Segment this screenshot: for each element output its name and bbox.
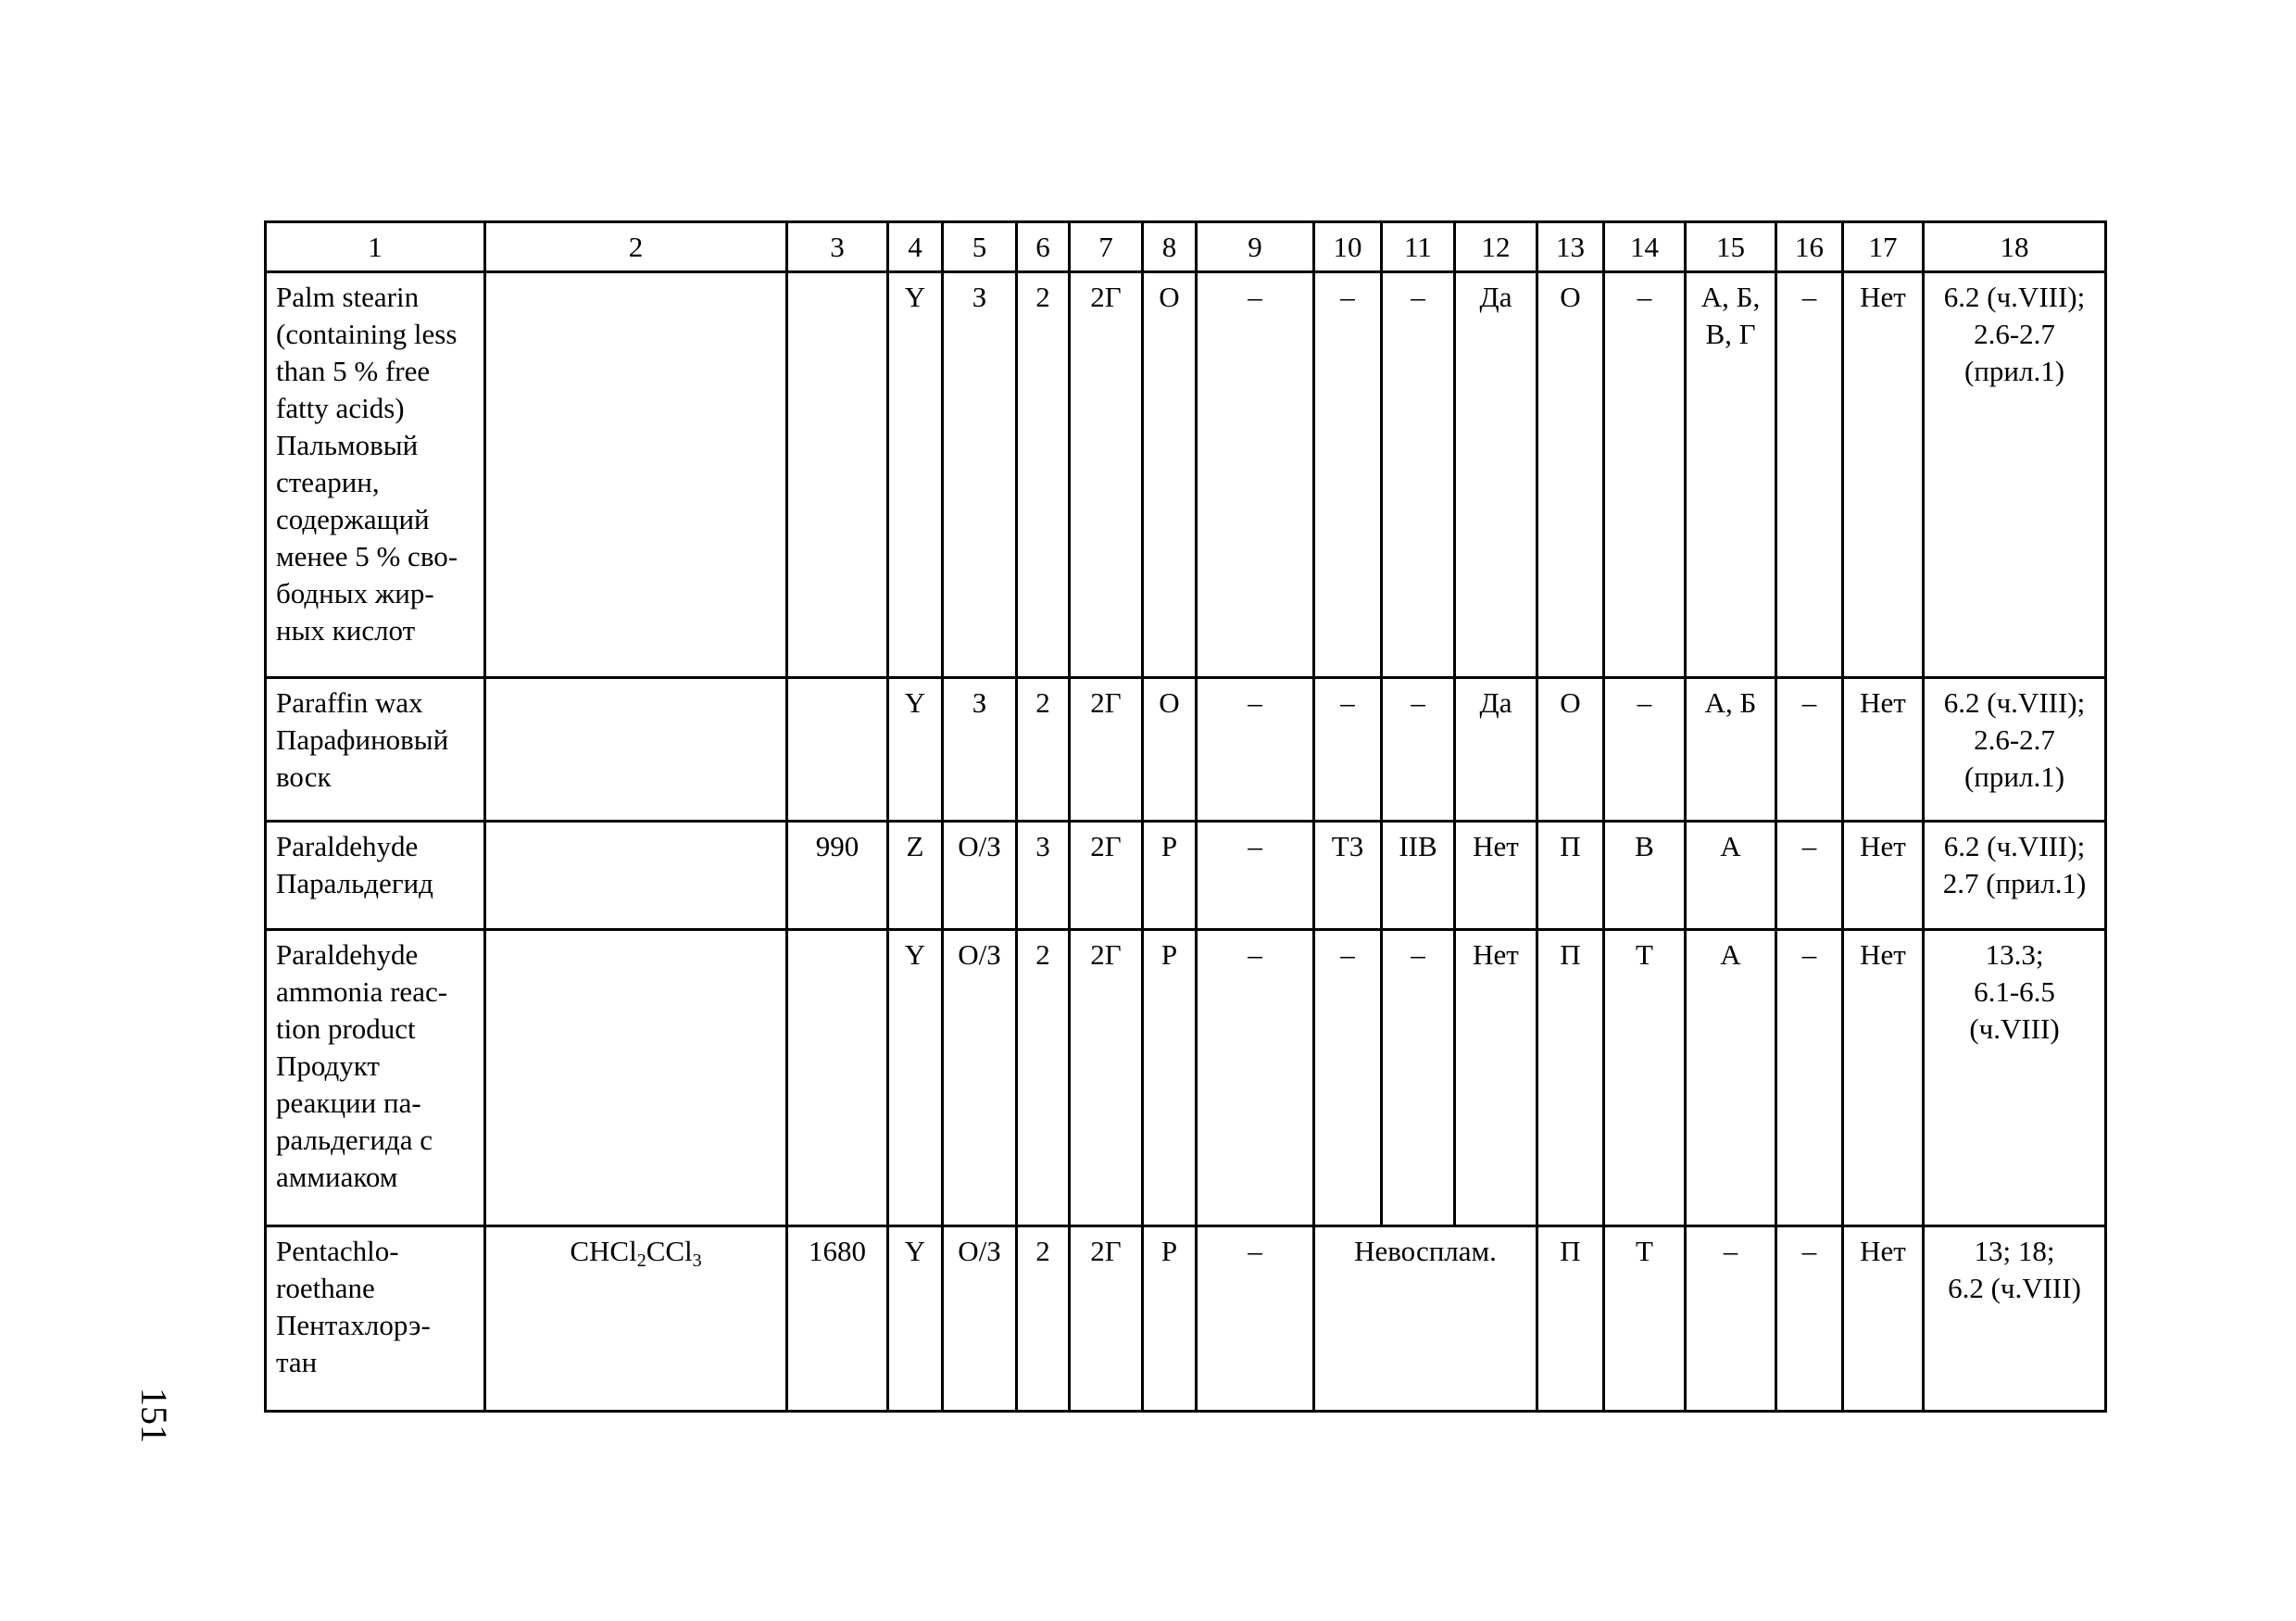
fire-protection-cell: – xyxy=(1686,1226,1776,1412)
product-name: Paraldehyde ammonia reac- tion product Продукт реакции па- ральдегида с аммиаком xyxy=(266,930,485,1226)
materials-cell: – xyxy=(1776,930,1843,1226)
table-row xyxy=(266,678,2106,822)
table-row xyxy=(266,930,2106,1226)
flashpoint-cell: Нет xyxy=(1455,822,1537,930)
formula-cell xyxy=(485,930,787,1226)
tank-environment-cell: – xyxy=(1197,1226,1314,1412)
formula-subscript: 2 xyxy=(636,1250,646,1271)
temperature-class-cell: – xyxy=(1314,272,1382,678)
flashpoint-cell: Да xyxy=(1455,272,1537,678)
pollution-category-cell: Y xyxy=(888,678,943,822)
ship-type-cell: 3 xyxy=(1017,822,1070,930)
tank-environment-cell: – xyxy=(1197,930,1314,1226)
materials-cell: – xyxy=(1776,678,1843,822)
tank-type-cell: 2Г xyxy=(1070,930,1143,1226)
product-name: Pentachlo- roethane Пентахлорэ- тан xyxy=(266,1226,485,1412)
ship-type-cell: 2 xyxy=(1017,678,1070,822)
emergency-escape-cell: Нет xyxy=(1843,678,1924,822)
page-number: 151 xyxy=(133,1388,175,1443)
un-number-cell xyxy=(787,930,888,1226)
fire-protection-cell: А, Б xyxy=(1686,678,1776,822)
ship-type-cell: 2 xyxy=(1017,930,1070,1226)
tank-type-cell: 2Г xyxy=(1070,272,1143,678)
header-cell: 17 xyxy=(1843,222,1924,272)
apparatus-group-cell: – xyxy=(1382,930,1455,1226)
product-name: Paraldehyde Паральдегид xyxy=(266,822,485,930)
materials-cell: – xyxy=(1776,822,1843,930)
temperature-class-cell: – xyxy=(1314,678,1382,822)
temperature-class-cell: – xyxy=(1314,930,1382,1226)
header-cell: 2 xyxy=(485,222,787,272)
header-cell: 11 xyxy=(1382,222,1455,272)
apparatus-group-cell: – xyxy=(1382,678,1455,822)
ship-type-cell: 2 xyxy=(1017,272,1070,678)
formula-cell xyxy=(485,678,787,822)
tank-vents-cell: Р xyxy=(1143,930,1197,1226)
flashpoint-cell: Да xyxy=(1455,678,1537,822)
special-requirements-cell: 13.3; 6.1-6.5 (ч.VIII) xyxy=(1924,930,2106,1226)
header-cell: 3 xyxy=(787,222,888,272)
pollution-category-cell: Y xyxy=(888,272,943,678)
formula-cell xyxy=(485,272,787,678)
header-cell: 14 xyxy=(1604,222,1686,272)
un-number-cell xyxy=(787,272,888,678)
fire-protection-cell: А, Б, В, Г xyxy=(1686,272,1776,678)
tank-vents-cell: Р xyxy=(1143,1226,1197,1412)
product-name: Palm stearin (containing less than 5 % free fatty acids) Пальмовый стеарин, содержащий менее 5 % сво- бодных жир- ных кислот xyxy=(266,272,485,678)
special-requirements-cell: 6.2 (ч.VIII); 2.6-2.7 (прил.1) xyxy=(1924,678,2106,822)
flashpoint-cell: Нет xyxy=(1455,930,1537,1226)
un-number-cell: 990 xyxy=(787,822,888,930)
special-requirements-cell: 6.2 (ч.VIII); 2.6-2.7 (прил.1) xyxy=(1924,272,2106,678)
formula-subscript: 3 xyxy=(692,1250,702,1271)
header-row xyxy=(266,222,2106,272)
header-cell: 5 xyxy=(943,222,1017,272)
header-cell: 1 xyxy=(266,222,485,272)
header-cell: 13 xyxy=(1537,222,1604,272)
un-number-cell: 1680 xyxy=(787,1226,888,1412)
hazards-cell: О/З xyxy=(943,822,1017,930)
hazards-cell: О/З xyxy=(943,930,1017,1226)
emergency-escape-cell: Нет xyxy=(1843,930,1924,1226)
pollution-category-cell: Y xyxy=(888,1226,943,1412)
materials-cell: – xyxy=(1776,1226,1843,1412)
table-row xyxy=(266,822,2106,930)
table-row xyxy=(266,272,2106,678)
tank-vents-cell: О xyxy=(1143,678,1197,822)
formula-cell xyxy=(485,822,787,930)
tank-vents-cell: Р xyxy=(1143,822,1197,930)
special-requirements-cell: 6.2 (ч.VIII); 2.7 (прил.1) xyxy=(1924,822,2106,930)
hazards-cell: З xyxy=(943,272,1017,678)
header-cell: 4 xyxy=(888,222,943,272)
vapour-detection-cell: – xyxy=(1604,678,1686,822)
cargo-table xyxy=(264,220,2107,1413)
header-cell: 6 xyxy=(1017,222,1070,272)
pollution-category-cell: Y xyxy=(888,930,943,1226)
vapour-detection-cell: В xyxy=(1604,822,1686,930)
ship-type-cell: 2 xyxy=(1017,1226,1070,1412)
gauging-cell: П xyxy=(1537,822,1604,930)
emergency-escape-cell: Нет xyxy=(1843,822,1924,930)
emergency-escape-cell: Нет xyxy=(1843,272,1924,678)
vapour-detection-cell: Т xyxy=(1604,1226,1686,1412)
gauging-cell: О xyxy=(1537,272,1604,678)
materials-cell: – xyxy=(1776,272,1843,678)
tank-type-cell: 2Г xyxy=(1070,678,1143,822)
header-cell: 10 xyxy=(1314,222,1382,272)
formula-part: CHCl xyxy=(570,1235,637,1267)
temperature-class-cell: Т3 xyxy=(1314,822,1382,930)
fire-protection-cell: А xyxy=(1686,930,1776,1226)
header-cell: 15 xyxy=(1686,222,1776,272)
vapour-detection-cell: Т xyxy=(1604,930,1686,1226)
non-flammable-cell: Невосплам. xyxy=(1314,1226,1537,1412)
fire-protection-cell: А xyxy=(1686,822,1776,930)
header-cell: 8 xyxy=(1143,222,1197,272)
tank-vents-cell: О xyxy=(1143,272,1197,678)
header-cell: 12 xyxy=(1455,222,1537,272)
hazards-cell: З xyxy=(943,678,1017,822)
pollution-category-cell: Z xyxy=(888,822,943,930)
apparatus-group-cell: IIВ xyxy=(1382,822,1455,930)
tank-type-cell: 2Г xyxy=(1070,822,1143,930)
gauging-cell: О xyxy=(1537,678,1604,822)
formula-part: CCl xyxy=(646,1235,693,1267)
un-number-cell xyxy=(787,678,888,822)
tank-environment-cell: – xyxy=(1197,272,1314,678)
product-name: Paraffin wax Парафиновый воск xyxy=(266,678,485,822)
tank-environment-cell: – xyxy=(1197,822,1314,930)
special-requirements-cell: 13; 18; 6.2 (ч.VIII) xyxy=(1924,1226,2106,1412)
tank-environment-cell: – xyxy=(1197,678,1314,822)
gauging-cell: П xyxy=(1537,1226,1604,1412)
gauging-cell: П xyxy=(1537,930,1604,1226)
formula-cell xyxy=(485,1226,787,1412)
header-cell: 16 xyxy=(1776,222,1843,272)
header-cell: 18 xyxy=(1924,222,2106,272)
header-cell: 9 xyxy=(1197,222,1314,272)
apparatus-group-cell: – xyxy=(1382,272,1455,678)
tank-type-cell: 2Г xyxy=(1070,1226,1143,1412)
vapour-detection-cell: – xyxy=(1604,272,1686,678)
emergency-escape-cell: Нет xyxy=(1843,1226,1924,1412)
table-row xyxy=(266,1226,2106,1412)
header-cell: 7 xyxy=(1070,222,1143,272)
hazards-cell: О/З xyxy=(943,1226,1017,1412)
